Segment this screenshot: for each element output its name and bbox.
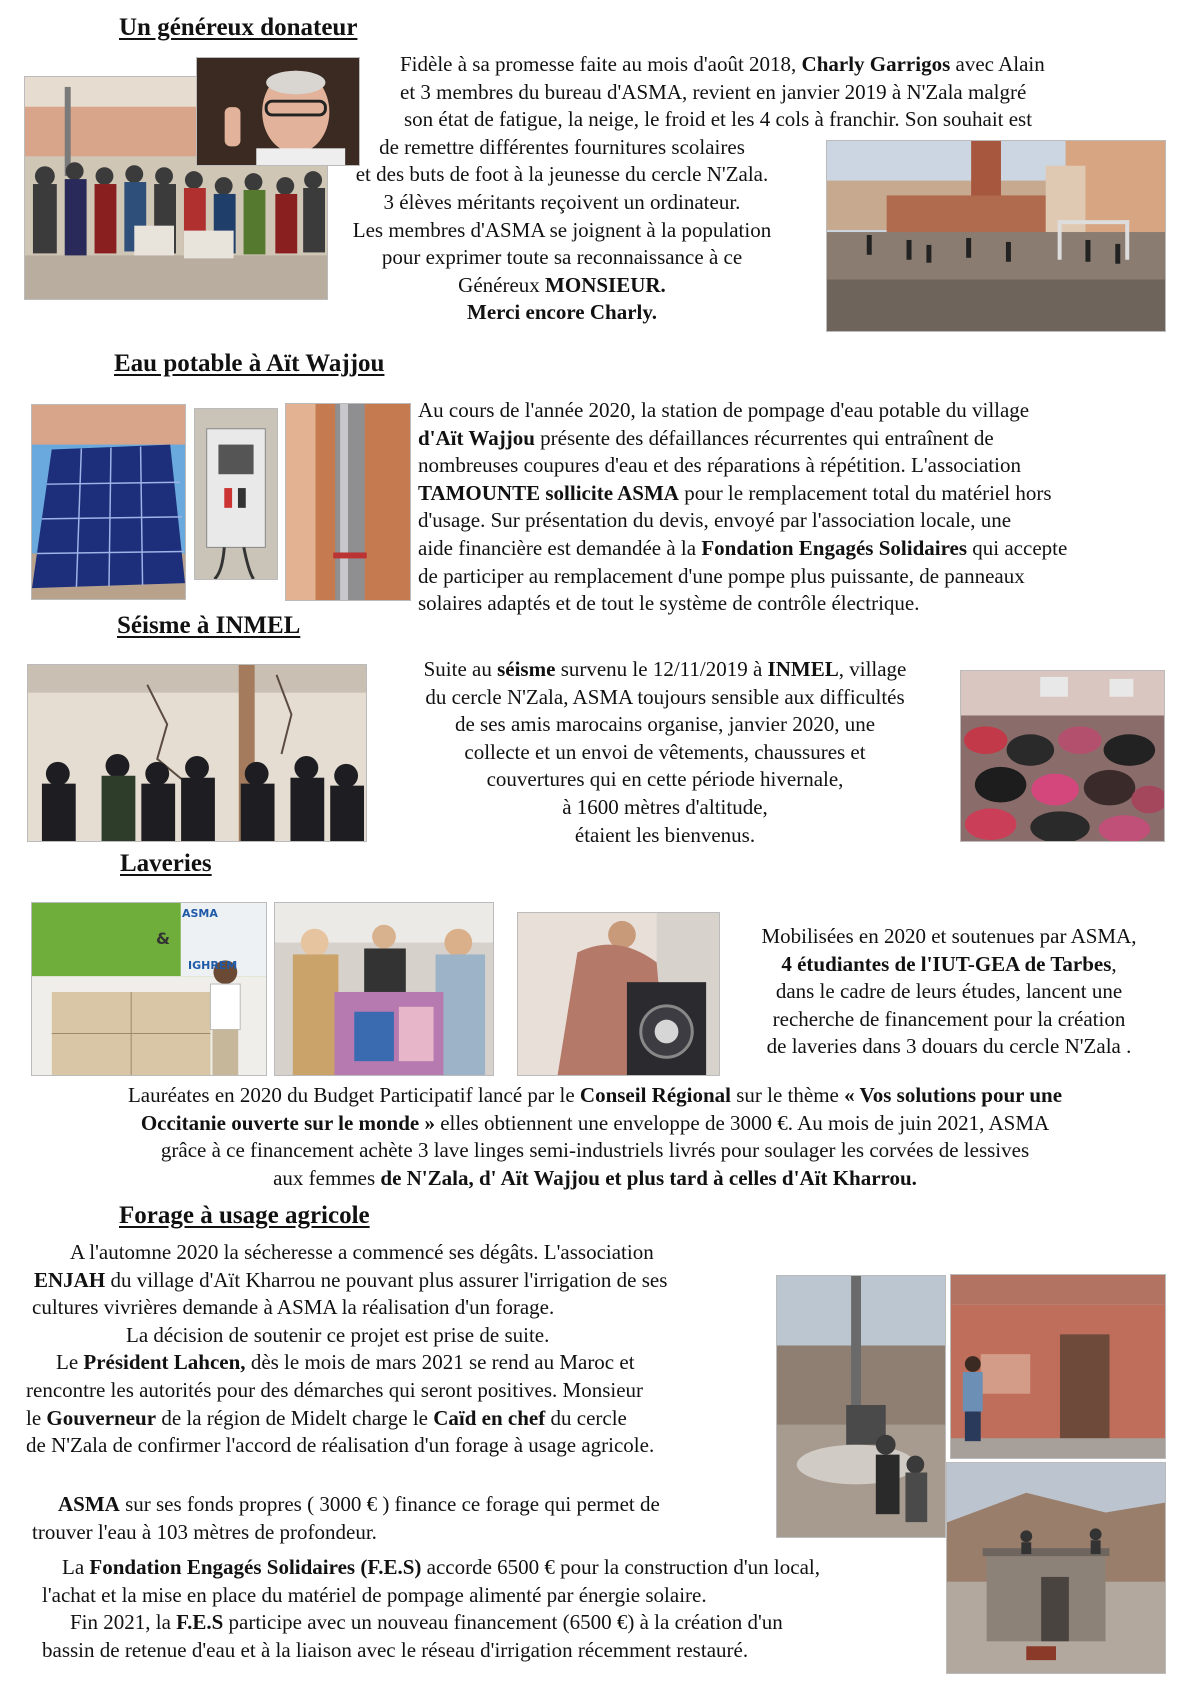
text: Mobilisées en 2020 et soutenues par ASMA, — [761, 924, 1137, 948]
bold-text: Charly Garrigos — [801, 52, 951, 76]
text: présente des défaillances récurrentes qui entraînent de — [534, 425, 994, 450]
text-line — [729, 978, 1169, 1006]
text: recherche de financement pour la création — [772, 1006, 1126, 1031]
text-line — [418, 425, 1067, 453]
text-line — [418, 590, 1067, 618]
woman-washing-machine-photo — [517, 912, 720, 1076]
text-line — [32, 1519, 660, 1547]
paragraph-laveries-2 — [30, 1082, 1160, 1192]
text: collecte et un envoi de vêtements, chaussures et — [464, 739, 866, 764]
text-line — [418, 507, 1067, 535]
text: d'usage. Sur présentation du devis, envoyé par l'association locale, une — [418, 508, 1012, 533]
text: nombreuses coupures d'eau et des réparations à répétition. L'association — [418, 453, 1021, 478]
paragraph-laveries — [729, 923, 1169, 1061]
heading-laveries: Laveries — [120, 850, 212, 877]
text: étaient les bienvenus. — [574, 822, 756, 847]
bold-text: Merci encore Charly. — [467, 300, 657, 325]
text-line — [26, 1294, 667, 1322]
text: grâce à ce financement achète 3 lave linges semi-industriels livrés pour soulager les corvées de lessives — [160, 1138, 1030, 1163]
damaged-house-photo — [27, 664, 367, 842]
bold-text: INMEL — [767, 657, 839, 681]
text-line — [332, 79, 1162, 107]
text: à 1600 mètres d'altitude, — [562, 794, 768, 819]
text-line — [729, 923, 1169, 951]
text: , village — [838, 657, 907, 681]
text: du cercle — [545, 1405, 627, 1430]
text: son état de fatigue, la neige, le froid et les 4 cols à franchir. Son souhait est — [404, 107, 1033, 132]
text: le — [26, 1405, 47, 1430]
paragraph-donateur — [332, 51, 1162, 327]
text: 3 élèves méritants reçoivent un ordinateur. — [383, 189, 741, 214]
text-line — [26, 1349, 667, 1377]
text: accorde 6500 € pour la construction d'un local, — [421, 1555, 820, 1579]
bold-text: ENJAH — [34, 1267, 106, 1292]
bold-text: Fondation Engagés Solidaires (F.E.S) — [89, 1555, 422, 1579]
text: du village d'Aït Kharrou ne pouvant plus assurer l'irrigation de ses — [105, 1267, 668, 1292]
text: La — [62, 1555, 90, 1579]
text-line — [26, 1267, 667, 1295]
text-line — [729, 1033, 1169, 1061]
text-line — [384, 822, 946, 850]
text: du cercle N'Zala, ASMA toujours sensible aux difficultés — [425, 684, 905, 709]
paragraph-seisme — [384, 656, 946, 849]
text-line — [729, 951, 1169, 979]
text-line — [384, 739, 946, 767]
women-clothes-photo — [274, 902, 494, 1076]
text: de la région de Midelt charge le — [156, 1405, 434, 1430]
text: survenu le 12/11/2019 à — [555, 657, 768, 681]
bold-text: Fondation Engagés Solidaires — [701, 535, 968, 560]
heading-eau: Eau potable à Aït Wajjou — [114, 350, 385, 377]
clothes-bags-photo — [960, 670, 1165, 842]
bold-text: « Vos solutions pour une — [844, 1083, 1063, 1107]
text-line — [30, 1137, 1160, 1165]
text-line — [332, 244, 792, 272]
text: sur ses fonds propres ( 3000 € ) finance ce forage qui permet de — [119, 1492, 660, 1516]
text-line — [26, 1239, 667, 1267]
banner-ampersand-text: & — [156, 929, 170, 948]
text-line — [30, 1082, 1160, 1110]
text-line — [332, 217, 792, 245]
text: A l'automne 2020 la sécheresse a commencé ses dégâts. L'association — [70, 1240, 654, 1264]
text: Le — [56, 1350, 84, 1375]
text: solaires adaptés et de tout le système de contrôle électrique. — [418, 591, 920, 616]
text: et 3 membres du bureau d'ASMA, revient en janvier 2019 à N'Zala malgré — [400, 79, 1027, 104]
text-line — [418, 480, 1067, 508]
bold-text: Conseil Régional — [579, 1083, 731, 1107]
text-line — [332, 51, 1162, 79]
text-line — [384, 656, 946, 684]
drilling-rig-photo — [776, 1275, 946, 1538]
bold-text: ASMA — [58, 1492, 120, 1516]
text: aide financière est demandée à la — [418, 535, 702, 560]
text: elles obtiennent une enveloppe de 3000 €. Au mois de juin 2021, ASMA — [434, 1110, 1050, 1135]
text: dès le mois de mars 2021 se rend au Maroc et — [245, 1350, 635, 1375]
text-line — [32, 1491, 660, 1519]
text-line — [42, 1582, 820, 1610]
text-line — [418, 563, 1067, 591]
text: participe avec un nouveau financement (6500 €) à la création d'un — [223, 1610, 783, 1635]
text: rencontre les autorités pour des démarches qui seront positives. Monsieur — [26, 1377, 644, 1402]
pump-pipe-photo — [285, 403, 411, 601]
text-line — [26, 1432, 667, 1460]
text: aux femmes — [273, 1165, 381, 1190]
text-line — [332, 272, 792, 300]
text: de remettre différentes fournitures scolaires — [379, 134, 745, 159]
text-line — [42, 1609, 820, 1637]
text: couvertures qui en cette période hivernale, — [486, 767, 844, 792]
text: qui accepte — [967, 535, 1068, 560]
bold-text: Occitanie ouverte sur le monde » — [140, 1110, 435, 1135]
text: de ses amis marocains organise, janvier 2020, une — [454, 712, 876, 737]
bold-text: F.E.S — [176, 1610, 224, 1635]
text: et des buts de foot à la jeunesse du cercle N'Zala. — [355, 162, 769, 187]
bold-text: de N'Zala, d' Aït Wajjou et plus tard à celles d'Aït Kharrou. — [380, 1165, 917, 1190]
bold-text: séisme — [497, 657, 556, 681]
text-line — [332, 189, 792, 217]
text-line — [332, 134, 792, 162]
text-line — [26, 1377, 667, 1405]
text-line — [729, 1006, 1169, 1034]
text: de laveries dans 3 douars du cercle N'Zala . — [766, 1034, 1132, 1059]
bold-text: 4 étudiantes de l'IUT-GEA de Tarbes — [781, 951, 1112, 976]
text: Suite au — [423, 657, 498, 681]
solar-panels-photo — [31, 404, 186, 600]
text-line — [418, 452, 1067, 480]
paragraph-forage-2 — [32, 1491, 660, 1546]
heading-forage: Forage à usage agricole — [119, 1202, 370, 1229]
bold-text: d'Aït Wajjou — [418, 425, 535, 450]
bold-text: TAMOUNTE sollicite ASMA — [418, 480, 679, 505]
text-line — [42, 1554, 820, 1582]
bold-text: MONSIEUR. — [545, 272, 666, 297]
text: avec Alain — [950, 52, 1045, 76]
text-line — [30, 1165, 1160, 1193]
text: pour exprimer toute sa reconnaissance à ce — [381, 245, 743, 270]
paragraph-eau — [418, 397, 1067, 618]
text: Les membres d'ASMA se joignent à la population — [352, 217, 772, 242]
bold-text: Gouverneur — [46, 1405, 157, 1430]
text: , — [1111, 951, 1117, 976]
text: de participer au remplacement d'une pompe plus puissante, de panneaux — [418, 563, 1025, 588]
text: de N'Zala de confirmer l'accord de réalisation d'un forage à usage agricole. — [26, 1433, 655, 1458]
text: trouver l'eau à 103 mètres de profondeur. — [32, 1519, 377, 1544]
text-line — [418, 535, 1067, 563]
text: Au cours de l'année 2020, la station de pompage d'eau potable du village — [418, 398, 1030, 422]
washing-machine-boxes-photo — [31, 902, 267, 1076]
banner-ighrem-text: IGHREM — [188, 959, 238, 972]
text-line — [384, 766, 946, 794]
text: La décision de soutenir ce projet est prise de suite. — [126, 1322, 550, 1347]
text-line — [384, 794, 946, 822]
text-line — [332, 106, 1162, 134]
text-line — [418, 397, 1067, 425]
paragraph-forage-3 — [42, 1554, 820, 1664]
text-line — [26, 1322, 667, 1350]
text-line — [332, 161, 792, 189]
paragraph-forage — [26, 1239, 667, 1460]
text: Généreux — [458, 272, 546, 297]
heading-donateur: Un généreux donateur — [119, 14, 358, 41]
text: Fin 2021, la — [70, 1610, 177, 1635]
text-line — [332, 299, 792, 327]
control-panel-photo — [194, 408, 278, 580]
text: sur le thème — [731, 1083, 845, 1107]
text: l'achat et la mise en place du matériel de pompage alimenté par énergie solaire. — [42, 1582, 707, 1607]
text: bassin de retenue d'eau et à la liaison avec le réseau d'irrigation récemment restauré. — [42, 1637, 749, 1662]
bold-text: Président Lahcen, — [83, 1350, 246, 1375]
text-line — [384, 684, 946, 712]
heading-seisme: Séisme à INMEL — [117, 612, 301, 639]
text-line — [384, 711, 946, 739]
text-line — [42, 1637, 820, 1665]
brick-building-photo — [950, 1274, 1166, 1459]
banner-asma-text: ASMA — [182, 907, 218, 920]
text-line — [26, 1405, 667, 1433]
text-line — [30, 1110, 1160, 1138]
text: dans le cadre de leurs études, lancent une — [775, 979, 1123, 1004]
text: pour le remplacement total du matériel hors — [678, 480, 1052, 505]
pump-house-photo — [946, 1462, 1166, 1674]
text: Lauréates en 2020 du Budget Participatif lancé par le — [127, 1083, 580, 1107]
text: Fidèle à sa promesse faite au mois d'août 2018, — [400, 52, 802, 76]
text: cultures vivrières demande à ASMA la réalisation d'un forage. — [32, 1295, 555, 1320]
bold-text: Caïd en chef — [433, 1405, 546, 1430]
